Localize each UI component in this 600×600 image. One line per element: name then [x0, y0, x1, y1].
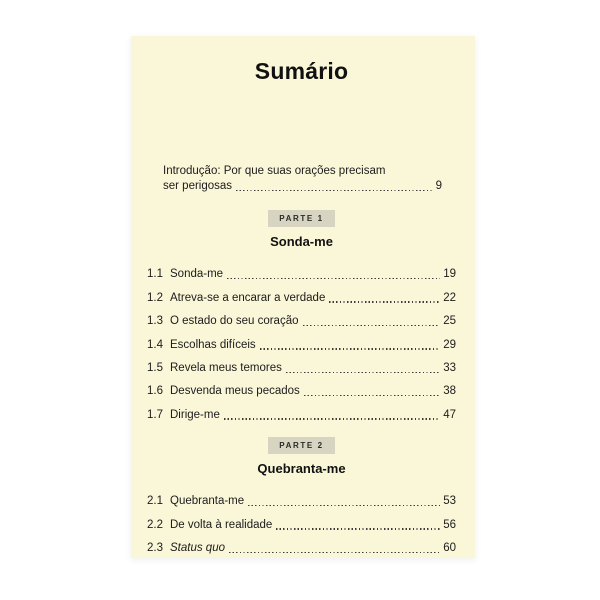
dot-leader — [329, 301, 440, 302]
dot-leader — [236, 190, 433, 191]
toc-entry — [147, 532, 456, 555]
entry-title: Atreva-se a encarar a verdade — [170, 291, 326, 304]
entry-number: 2.2 — [147, 518, 163, 531]
entry-number: 2.3 — [147, 541, 163, 554]
dot-leader — [286, 372, 440, 373]
dot-leader — [224, 418, 440, 419]
dot-leader — [227, 278, 440, 279]
entry-title: O estado do seu coração — [170, 315, 299, 328]
entry-page-number: 29 — [443, 338, 456, 351]
entry-title: De volta à realidade — [170, 518, 273, 531]
toc-entry — [147, 305, 456, 328]
entry-title: Status quo — [170, 541, 225, 554]
dot-leader — [304, 395, 440, 396]
entry-page-number: 33 — [443, 361, 456, 374]
toc-entry — [147, 375, 456, 398]
entry-page-number: 47 — [443, 408, 456, 421]
toc-entry — [147, 398, 456, 421]
entry-number: 1.2 — [147, 291, 163, 304]
entry-page-number: 60 — [443, 541, 456, 554]
dot-leader — [229, 552, 440, 553]
entry-title: Escolhas difíceis — [170, 338, 256, 351]
entry-title: Sonda-me — [170, 268, 224, 281]
toc-entry — [147, 281, 456, 304]
toc-entry — [147, 328, 456, 351]
dot-leader — [276, 528, 440, 529]
dot-leader — [260, 348, 441, 349]
entry-title: Dirige-me — [170, 408, 220, 421]
toc-entry — [147, 485, 456, 508]
entry-title: Quebranta-me — [170, 495, 245, 508]
part-2-entries — [147, 485, 456, 555]
entry-number: 1.4 — [147, 338, 163, 351]
dot-leader — [248, 505, 440, 506]
entry-number: 2.1 — [147, 495, 163, 508]
entry-number: 1.5 — [147, 361, 163, 374]
entry-title: Desvenda meus pecados — [170, 385, 300, 398]
entry-page-number: 38 — [443, 385, 456, 398]
toc-entry — [147, 352, 456, 375]
entry-page-number: 22 — [443, 291, 456, 304]
toc-intro-entry — [163, 162, 442, 193]
entry-title: Revela meus temores — [170, 361, 282, 374]
entry-page-number: 25 — [443, 315, 456, 328]
part-1-badge: PARTE 1 — [268, 210, 334, 227]
page-title: Sumário — [254, 58, 349, 84]
dot-leader — [303, 325, 441, 326]
toc-entry — [147, 258, 456, 281]
entry-number: 1.6 — [147, 385, 163, 398]
entry-number: 1.3 — [147, 315, 163, 328]
intro-line1: Introdução: Por que suas orações precisam — [163, 165, 386, 177]
intro-line2: ser perigosas — [163, 180, 233, 192]
part-2-badge: PARTE 2 — [268, 437, 334, 454]
entry-page-number: 19 — [443, 268, 456, 281]
toc-entry — [147, 508, 456, 531]
entry-number: 1.1 — [147, 268, 163, 281]
entry-number: 1.7 — [147, 408, 163, 421]
part-1-heading: Sonda-me — [270, 234, 333, 249]
part-2-heading: Quebranta-me — [257, 460, 346, 476]
entry-page-number: 56 — [443, 518, 456, 531]
part-1-entries — [147, 258, 456, 422]
book-page — [131, 36, 475, 558]
intro-page-number: 9 — [435, 180, 442, 192]
entry-page-number: 53 — [443, 495, 456, 508]
